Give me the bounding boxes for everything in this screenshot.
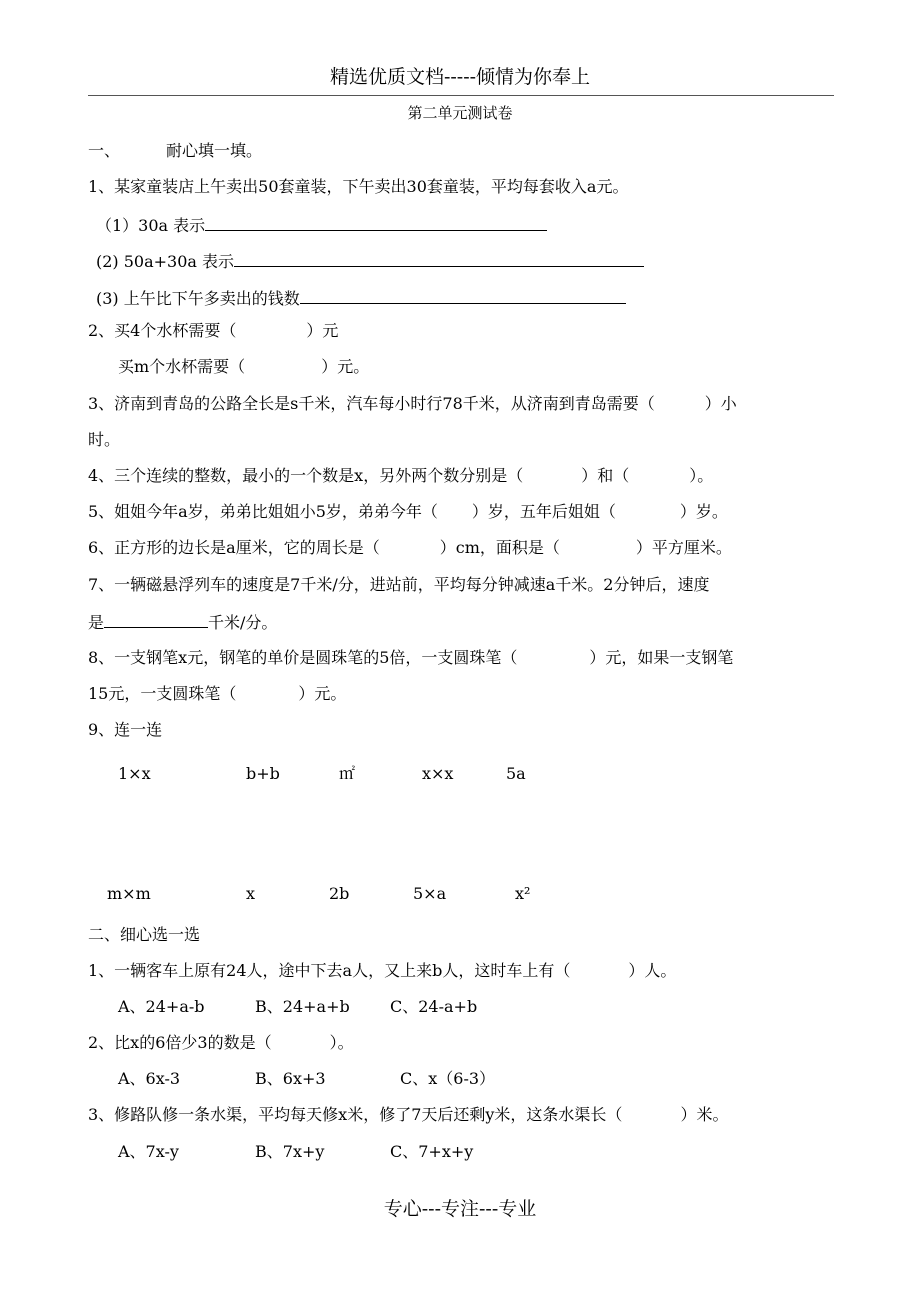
s2-q2-line [88, 1035, 354, 1051]
q8-line1-suffix: ）元，如果一支钢笔 [589, 648, 734, 667]
match-bottom-item[interactable]: 2b [329, 884, 350, 903]
q1-sub2-label: (2) 50a+30a 表示 [96, 252, 235, 271]
q1-text: 1、某家童装店上午卖出50套童装，下午卖出30套童装，平均每套收入a元。 [88, 177, 629, 196]
section1-heading [88, 143, 262, 159]
q8-line2-suffix: ）元。 [298, 684, 347, 703]
match-top-item[interactable]: b+b [246, 764, 280, 783]
match-top-item[interactable]: 1×x [118, 764, 151, 783]
s2-q1-text: 1、一辆客车上原有24人，途中下去a人，又上来b人，这时车上有（ [88, 961, 571, 980]
q8-line1-text: 8、一支钢笔x元，钢笔的单价是圆珠笔的5倍，一支圆珠笔（ [88, 648, 518, 667]
s2-q2-option[interactable]: A、6x-3 [118, 1069, 181, 1088]
section1-number: 一、 [88, 141, 121, 160]
q6-middle: ）cm，面积是（ [439, 538, 560, 557]
q1-sub1-label: （1）30a 表示 [96, 216, 206, 235]
q2-line2 [118, 359, 369, 375]
s2-q1-option[interactable]: B、24+a+b [255, 997, 350, 1016]
q5-text: 5、姐姐今年a岁，弟弟比姐姐小5岁，弟弟今年（ [88, 502, 438, 521]
section1-title: 耐心填一填。 [166, 141, 263, 160]
q4-and: ）和（ [581, 466, 630, 485]
s2-q2-option[interactable]: C、x（6-3） [400, 1069, 496, 1088]
q2-line2-suffix: ）元。 [321, 357, 370, 376]
match-top-item[interactable]: 5a [506, 764, 526, 783]
q1-sub3-label: (3) 上午比下午多卖出的钱数 [96, 289, 300, 308]
s2-q1-line [88, 963, 676, 979]
s2-q1-suffix: ）人。 [628, 961, 677, 980]
s2-q3-line [88, 1107, 728, 1123]
s2-q1-option[interactable]: A、24+a-b [118, 997, 205, 1016]
q4-line [88, 468, 713, 484]
s2-q3-option[interactable]: B、7x+y [255, 1142, 325, 1161]
q7-line1: 7、一辆磁悬浮列车的速度是7千米/分，进站前，平均每分钟减速a千米。2分钟后，速度 [88, 575, 710, 594]
s2-q2-option[interactable]: B、6x+3 [255, 1069, 326, 1088]
match-bottom-item[interactable]: x² [515, 884, 531, 903]
s2-q2-suffix: ）。 [329, 1033, 354, 1052]
q9-text: 9、连一连 [88, 720, 163, 739]
s2-q3-text: 3、修路队修一条水渠，平均每天修x米，修了7天后还剩y米，这条水渠长（ [88, 1105, 623, 1124]
q3-line1 [88, 396, 737, 412]
q1-sub3-answer-line[interactable] [300, 289, 626, 304]
q3-line1-text: 3、济南到青岛的公路全长是s千米，汽车每小时行78千米，从济南到青岛需要（ [88, 394, 655, 413]
q2-line1 [88, 323, 338, 339]
q8-line2 [88, 686, 346, 702]
s2-q2-text: 2、比x的6倍少3的数是（ [88, 1033, 272, 1052]
header-divider [88, 95, 834, 96]
q5-line [88, 504, 728, 520]
q3-line1-suffix: ）小 [704, 394, 737, 413]
match-bottom-item[interactable]: x [246, 884, 256, 903]
q7-answer-line[interactable] [104, 613, 208, 628]
q4-suffix: ）。 [689, 466, 714, 485]
s2-q3-option[interactable]: C、7+x+y [390, 1142, 474, 1161]
q7-line2-text: 是 [88, 613, 105, 632]
q5-suffix: ）岁。 [679, 502, 728, 521]
s2-q1-option[interactable]: C、24-a+b [390, 997, 478, 1016]
q1-sub2 [96, 252, 644, 270]
page-footer: 专心---专注---专业 [383, 1198, 537, 1220]
match-bottom-item[interactable]: m×m [107, 884, 151, 903]
q1-sub2-answer-line[interactable] [234, 252, 644, 267]
q1-sub1 [96, 216, 547, 234]
q6-text: 6、正方形的边长是a厘米，它的周长是（ [88, 538, 380, 557]
q6-suffix: ）平方厘米。 [635, 538, 732, 557]
match-top-item[interactable]: ㎡ [339, 764, 356, 783]
q2-line1-text: 2、买4个水杯需要（ [88, 321, 237, 340]
q1-sub3 [96, 289, 626, 307]
q8-line2-text: 15元，一支圆珠笔（ [88, 684, 237, 703]
q7-line2-suffix: 千米/分。 [208, 613, 278, 632]
page-header: 精选优质文档-----倾情为你奉上 [329, 66, 591, 88]
q2-line1-suffix: ）元 [306, 321, 339, 340]
section2-heading: 二、细心选一选 [88, 925, 201, 944]
match-bottom-item[interactable]: 5×a [413, 884, 447, 903]
s2-q3-option[interactable]: A、7x-y [118, 1142, 179, 1161]
q1-sub1-answer-line[interactable] [205, 216, 547, 231]
page-title: 第二单元测试卷 [407, 104, 513, 122]
s2-q3-suffix: ）米。 [680, 1105, 729, 1124]
q3-line2: 时。 [88, 430, 121, 449]
q6-line [88, 540, 732, 556]
q2-line2-text: 买m个水杯需要（ [118, 357, 246, 376]
q8-line1 [88, 650, 733, 666]
match-top-item[interactable]: x×x [422, 764, 454, 783]
q7-line2 [88, 613, 277, 631]
q4-text: 4、三个连续的整数，最小的一个数是x，另外两个数分别是（ [88, 466, 524, 485]
q5-middle: ）岁，五年后姐姐（ [471, 502, 616, 521]
